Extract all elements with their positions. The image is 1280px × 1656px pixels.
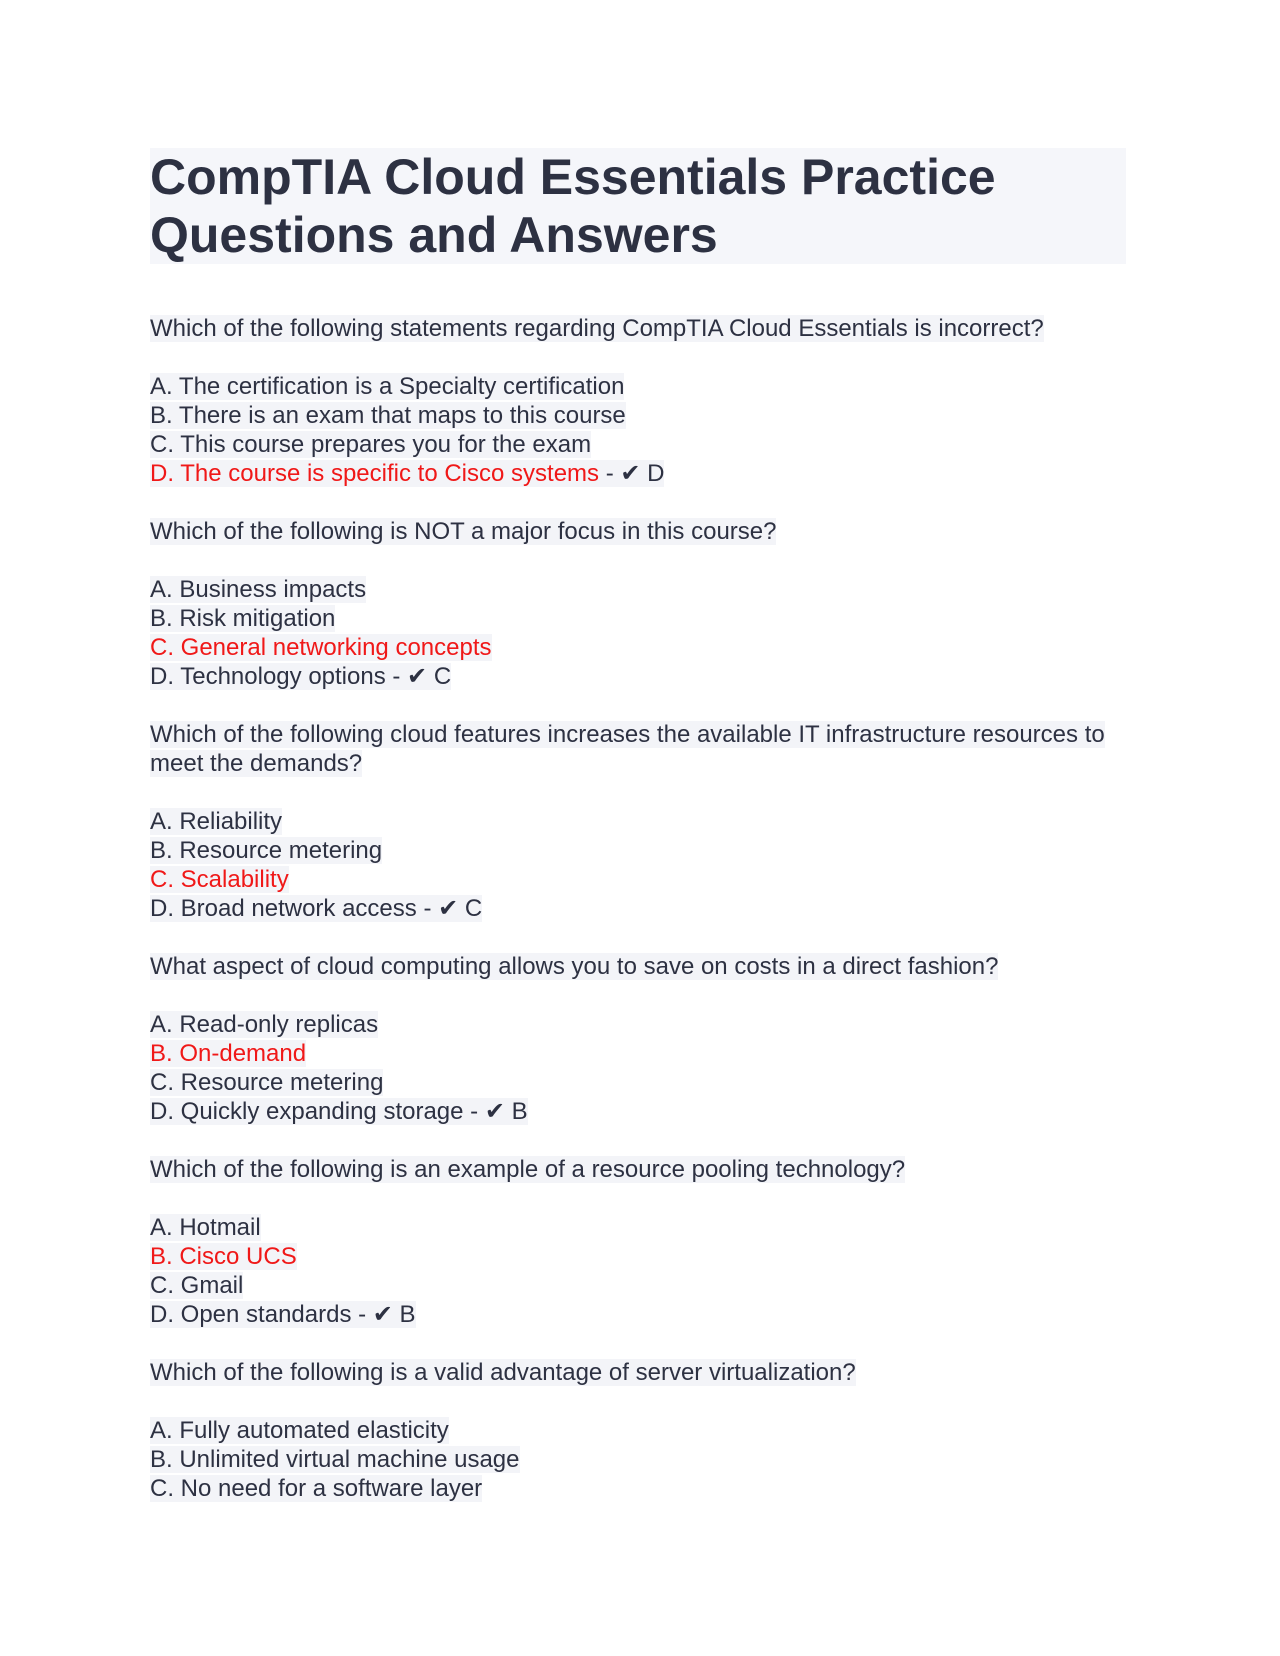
question-text: Which of the following is a valid advantage of server virtualization? <box>150 1359 856 1386</box>
correct-option: B. On-demand <box>150 1040 307 1067</box>
option-d: D. Quickly expanding storage - ✔ B <box>150 1098 528 1125</box>
answer-key: - ✔ C <box>385 663 452 690</box>
question-6 <box>150 1358 1126 1387</box>
option-c: C. This course prepares you for the exam <box>150 431 592 458</box>
question-text: Which of the following is NOT a major focus in this course? <box>150 518 777 545</box>
page-title: CompTIA Cloud Essentials Practice Questions and Answers <box>150 148 1126 264</box>
options-list <box>150 1416 1126 1503</box>
correct-option: C. General networking concepts <box>150 634 492 661</box>
correct-option: D. The course is specific to Cisco systems <box>150 460 600 487</box>
option-b: B. Resource metering <box>150 837 383 864</box>
question-1 <box>150 314 1126 343</box>
option-a: A. Fully automated elasticity <box>150 1417 449 1444</box>
option-c: C. Gmail <box>150 1272 244 1299</box>
correct-option: C. Scalability <box>150 866 289 893</box>
option-d: D. Technology options - ✔ C <box>150 663 452 690</box>
option-c-correct <box>150 633 1126 662</box>
question-text: Which of the following cloud features increases the available IT infrastructure resources to meet the demands? <box>150 721 1105 777</box>
option-b: B. There is an exam that maps to this course <box>150 402 626 429</box>
option-b-correct <box>150 1039 1126 1068</box>
option-a: A. The certification is a Specialty certification <box>150 373 625 400</box>
question-2 <box>150 517 1126 546</box>
option-c: C. Resource metering <box>150 1069 384 1096</box>
option-d: D. Open standards - ✔ B <box>150 1301 416 1328</box>
question-3 <box>150 720 1126 778</box>
answer-key: - ✔ B <box>463 1098 528 1125</box>
options-list <box>150 807 1126 923</box>
question-text: Which of the following is an example of a resource pooling technology? <box>150 1156 906 1183</box>
options-list <box>150 575 1126 691</box>
option-a: A. Business impacts <box>150 576 367 603</box>
answer-key: - ✔ B <box>351 1301 416 1328</box>
option-c: C. No need for a software layer <box>150 1475 483 1502</box>
options-list <box>150 1010 1126 1126</box>
document-page <box>150 148 1126 1503</box>
question-5 <box>150 1155 1126 1184</box>
options-list <box>150 1213 1126 1329</box>
answer-key: - ✔ C <box>416 895 483 922</box>
question-text: What aspect of cloud computing allows you to save on costs in a direct fashion? <box>150 953 999 980</box>
question-text: Which of the following statements regarding CompTIA Cloud Essentials is incorrect? <box>150 315 1044 342</box>
answer-key: - ✔ D <box>599 460 665 487</box>
option-b-correct <box>150 1242 1126 1271</box>
options-list <box>150 372 1126 488</box>
option-a: A. Reliability <box>150 808 283 835</box>
option-b: B. Unlimited virtual machine usage <box>150 1446 520 1473</box>
option-a: A. Read-only replicas <box>150 1011 379 1038</box>
option-c-correct <box>150 865 1126 894</box>
question-4 <box>150 952 1126 981</box>
correct-option: B. Cisco UCS <box>150 1243 297 1270</box>
option-d: D. Broad network access - ✔ C <box>150 895 483 922</box>
option-d-correct <box>150 459 1126 488</box>
option-b: B. Risk mitigation <box>150 605 336 632</box>
option-a: A. Hotmail <box>150 1214 261 1241</box>
